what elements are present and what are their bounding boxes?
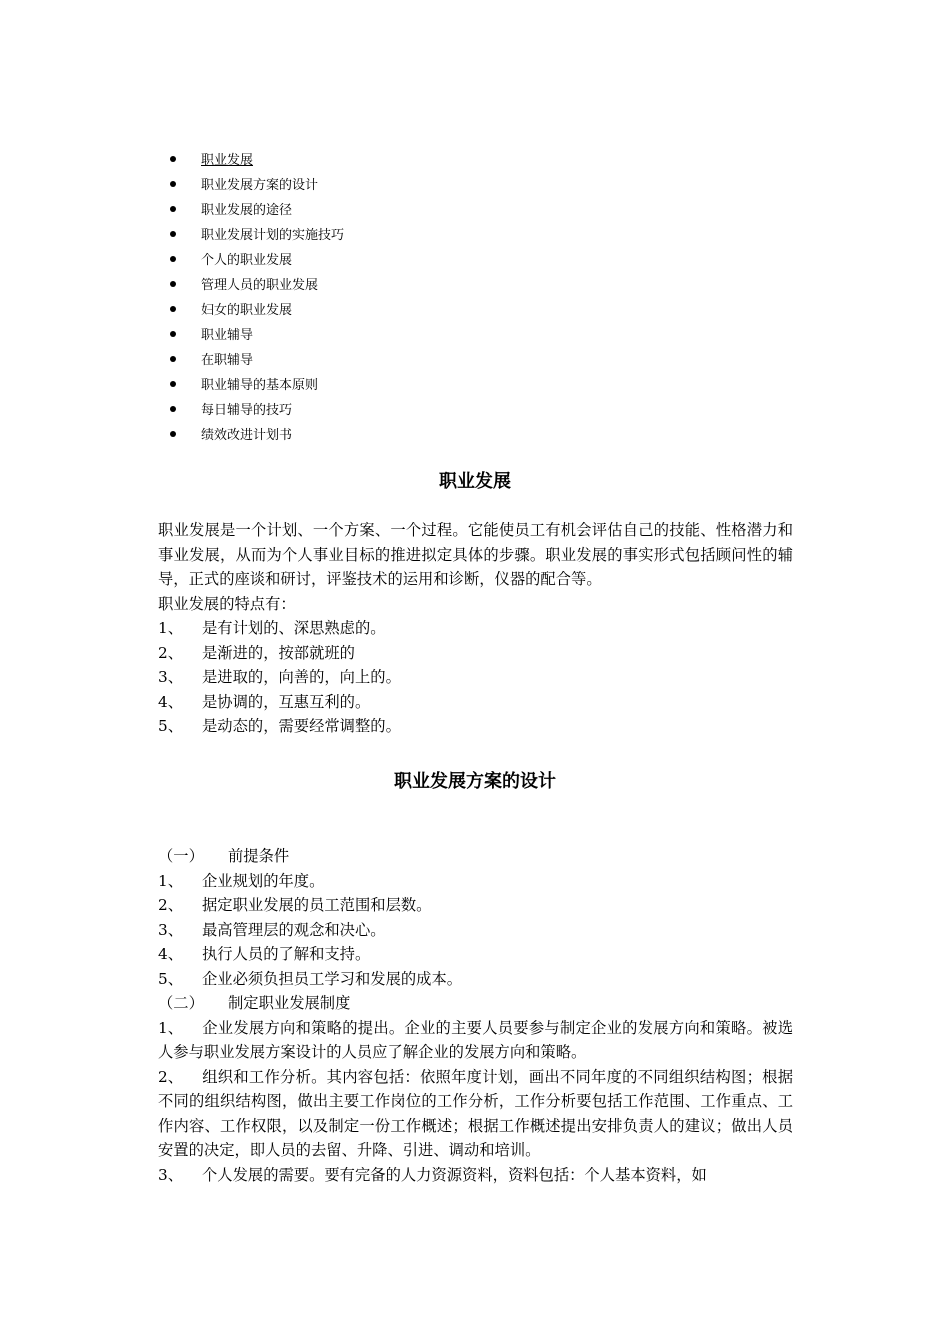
bullet-icon	[170, 231, 176, 237]
subsection-heading: （二） 制定职业发展制度	[158, 994, 351, 1012]
toc-item: 职业发展方案的设计	[170, 175, 344, 200]
list-item-paragraph: 2、 组织和工作分析。其内容包括：依照年度计划，画出不同年度的不同组织结构图；根据不同的组织结构图，做出主要工作岗位的工作分析，工作分析要包括工作范围、工作重点、工作内容、工作权限，以及制定一份工作概述；根据工作概述提出安排负责人的建议；做出人员安置的决定，即人员的去留、升降、引进、调动和培训。	[158, 1067, 793, 1159]
intro-paragraph: 职业发展是一个计划、一个方案、一个过程。它能使员工有机会评估自己的技能、性格潜力和事业发展，从而为个人事业目标的推进拟定具体的步骤。职业发展的事实形式包括顾问性的辅导，正式的座谈和研讨，评鉴技术的运用和诊断，仪器的配合等。	[158, 521, 793, 588]
list-item: 1、 企业规划的年度。	[158, 871, 325, 890]
toc-item: 个人的职业发展	[170, 250, 344, 275]
list-item: 3、 最高管理层的观念和决心。	[158, 920, 386, 939]
feature-item: 4、 是协调的，互惠互利的。	[158, 692, 371, 711]
feature-item: 3、 是进取的，向善的，向上的。	[158, 668, 401, 686]
section2-body	[158, 844, 793, 1187]
list-item-paragraph: 3、 个人发展的需要。要有完备的人力资源资料，资料包括：个人基本资料，如	[158, 1165, 707, 1184]
toc-item: 职业辅导的基本原则	[170, 375, 344, 400]
bullet-icon	[170, 356, 176, 362]
list-item-paragraph: 1、 企业发展方向和策略的提出。企业的主要人员要参与制定企业的发展方向和策略。被选人参与职业发展方案设计的人员应了解企业的发展方向和策略。	[158, 1018, 793, 1061]
toc-item: 职业发展的途径	[170, 200, 344, 225]
section-heading-career-development: 职业发展	[439, 471, 511, 492]
bullet-icon	[170, 206, 176, 212]
bullet-icon	[170, 281, 176, 287]
table-of-contents	[170, 150, 344, 450]
section-heading-program-design: 职业发展方案的设计	[394, 771, 556, 792]
toc-item: 每日辅导的技巧	[170, 400, 344, 425]
bullet-icon	[170, 156, 176, 162]
subsection-heading: （一） 前提条件	[158, 847, 290, 865]
bullet-icon	[170, 381, 176, 387]
toc-item: 妇女的职业发展	[170, 300, 344, 325]
bullet-icon	[170, 331, 176, 337]
bullet-icon	[170, 406, 176, 412]
toc-item: 绩效改进计划书	[170, 425, 344, 450]
toc-item: 在职辅导	[170, 350, 344, 375]
section1-body	[158, 518, 793, 739]
list-item: 5、 企业必须负担员工学习和发展的成本。	[158, 969, 463, 988]
toc-link[interactable]: 职业发展	[201, 153, 254, 168]
toc-item[interactable]	[170, 150, 344, 175]
list-item: 4、 执行人员的了解和支持。	[158, 945, 371, 963]
toc-item: 管理人员的职业发展	[170, 275, 344, 300]
bullet-icon	[170, 256, 176, 262]
features-label: 职业发展的特点有：	[158, 594, 296, 613]
bullet-icon	[170, 181, 176, 187]
list-item: 2、 据定职业发展的员工范围和层数。	[158, 896, 432, 914]
feature-item: 1、 是有计划的、深思熟虑的。	[158, 619, 386, 637]
feature-item: 5、 是动态的，需要经常调整的。	[158, 717, 401, 735]
toc-item: 职业发展计划的实施技巧	[170, 225, 344, 250]
feature-item: 2、 是渐进的，按部就班的	[158, 643, 355, 662]
bullet-icon	[170, 431, 176, 437]
toc-item: 职业辅导	[170, 325, 344, 350]
bullet-icon	[170, 306, 176, 312]
